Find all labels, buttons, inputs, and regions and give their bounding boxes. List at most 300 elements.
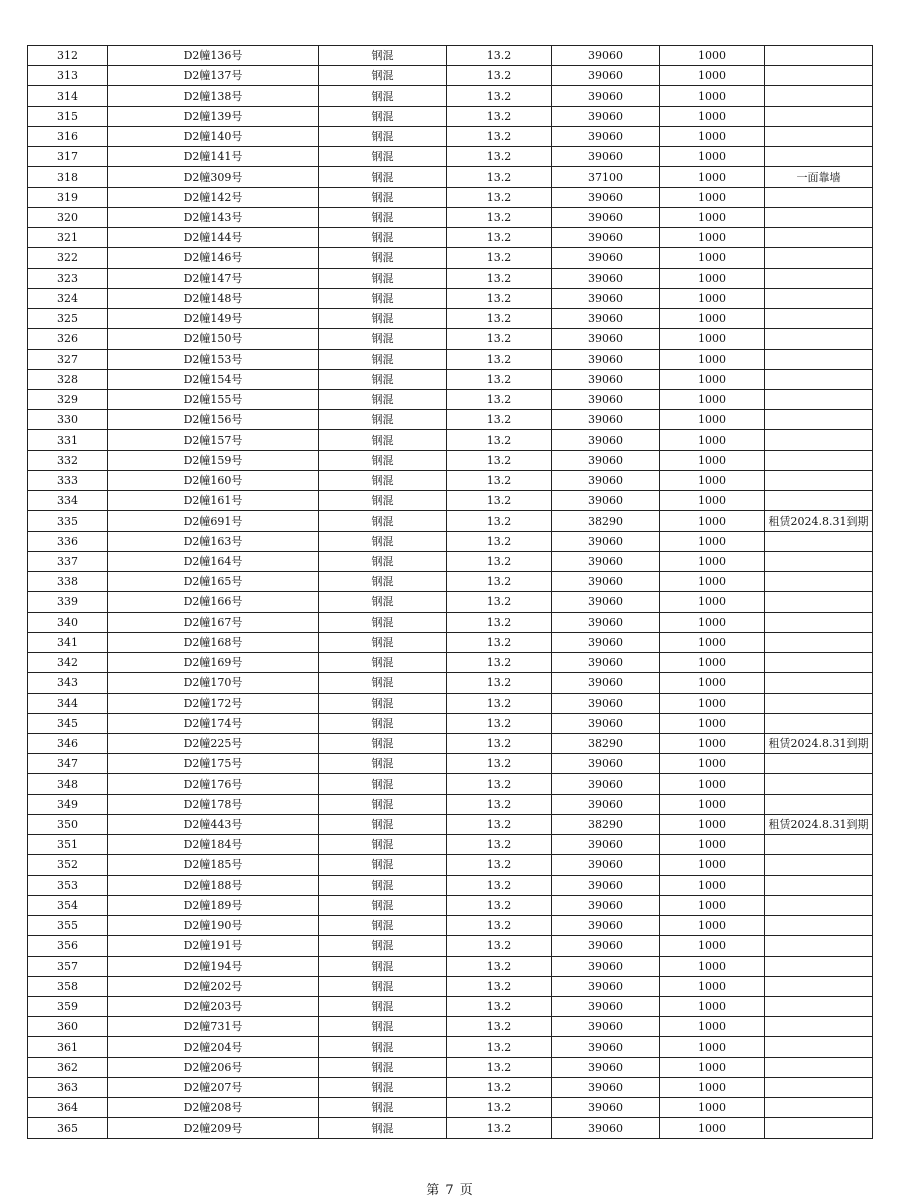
price-cell: 39060 xyxy=(552,126,660,146)
price-cell: 39060 xyxy=(552,794,660,814)
table-row xyxy=(28,1037,873,1057)
remark-cell xyxy=(765,288,873,308)
space-number-cell: D2幢168号 xyxy=(108,632,319,652)
remark-cell xyxy=(765,1037,873,1057)
table-body xyxy=(28,46,873,1139)
remark-cell xyxy=(765,491,873,511)
structure-cell: 钢混 xyxy=(319,410,447,430)
remark-cell xyxy=(765,228,873,248)
row-index-cell: 350 xyxy=(28,814,108,834)
remark-cell xyxy=(765,187,873,207)
structure-cell: 钢混 xyxy=(319,46,447,66)
deposit-cell: 1000 xyxy=(660,248,765,268)
row-index-cell: 353 xyxy=(28,875,108,895)
price-cell: 39060 xyxy=(552,713,660,733)
structure-cell: 钢混 xyxy=(319,653,447,673)
row-index-cell: 335 xyxy=(28,511,108,531)
area-cell: 13.2 xyxy=(447,551,552,571)
price-cell: 39060 xyxy=(552,653,660,673)
structure-cell: 钢混 xyxy=(319,248,447,268)
table-row xyxy=(28,491,873,511)
table-row xyxy=(28,228,873,248)
space-number-cell: D2幢443号 xyxy=(108,814,319,834)
remark-cell xyxy=(765,997,873,1017)
price-cell: 38290 xyxy=(552,733,660,753)
deposit-cell: 1000 xyxy=(660,106,765,126)
price-cell: 39060 xyxy=(552,450,660,470)
price-cell: 37100 xyxy=(552,167,660,187)
table-row xyxy=(28,329,873,349)
row-index-cell: 348 xyxy=(28,774,108,794)
page-number: 第 7 页 xyxy=(426,1183,474,1198)
structure-cell: 钢混 xyxy=(319,976,447,996)
remark-cell xyxy=(765,774,873,794)
area-cell: 13.2 xyxy=(447,976,552,996)
remark-cell xyxy=(765,430,873,450)
table-row xyxy=(28,450,873,470)
remark-cell xyxy=(765,653,873,673)
table-row xyxy=(28,693,873,713)
deposit-cell: 1000 xyxy=(660,531,765,551)
table-row xyxy=(28,956,873,976)
deposit-cell: 1000 xyxy=(660,1057,765,1077)
space-number-cell: D2幢136号 xyxy=(108,46,319,66)
space-number-cell: D2幢148号 xyxy=(108,288,319,308)
deposit-cell: 1000 xyxy=(660,349,765,369)
price-cell: 39060 xyxy=(552,491,660,511)
price-cell: 39060 xyxy=(552,1077,660,1097)
space-number-cell: D2幢167号 xyxy=(108,612,319,632)
price-cell: 39060 xyxy=(552,531,660,551)
space-number-cell: D2幢208号 xyxy=(108,1098,319,1118)
area-cell: 13.2 xyxy=(447,1118,552,1138)
remark-cell xyxy=(765,207,873,227)
area-cell: 13.2 xyxy=(447,956,552,976)
space-number-cell: D2幢185号 xyxy=(108,855,319,875)
deposit-cell: 1000 xyxy=(660,309,765,329)
price-cell: 39060 xyxy=(552,612,660,632)
space-number-cell: D2幢164号 xyxy=(108,551,319,571)
deposit-cell: 1000 xyxy=(660,916,765,936)
row-index-cell: 358 xyxy=(28,976,108,996)
row-index-cell: 323 xyxy=(28,268,108,288)
table-row xyxy=(28,835,873,855)
structure-cell: 钢混 xyxy=(319,774,447,794)
area-cell: 13.2 xyxy=(447,349,552,369)
remark-cell xyxy=(765,126,873,146)
deposit-cell: 1000 xyxy=(660,187,765,207)
table-row xyxy=(28,248,873,268)
price-cell: 39060 xyxy=(552,875,660,895)
remark-cell xyxy=(765,551,873,571)
table-row xyxy=(28,612,873,632)
row-index-cell: 326 xyxy=(28,329,108,349)
deposit-cell: 1000 xyxy=(660,147,765,167)
space-number-cell: D2幢194号 xyxy=(108,956,319,976)
deposit-cell: 1000 xyxy=(660,956,765,976)
deposit-cell: 1000 xyxy=(660,693,765,713)
table-row xyxy=(28,531,873,551)
structure-cell: 钢混 xyxy=(319,693,447,713)
structure-cell: 钢混 xyxy=(319,66,447,86)
area-cell: 13.2 xyxy=(447,612,552,632)
price-cell: 39060 xyxy=(552,369,660,389)
row-index-cell: 325 xyxy=(28,309,108,329)
table-row xyxy=(28,268,873,288)
table-row xyxy=(28,774,873,794)
table-row xyxy=(28,410,873,430)
row-index-cell: 347 xyxy=(28,754,108,774)
price-cell: 39060 xyxy=(552,895,660,915)
price-cell: 39060 xyxy=(552,1098,660,1118)
deposit-cell: 1000 xyxy=(660,470,765,490)
row-index-cell: 332 xyxy=(28,450,108,470)
area-cell: 13.2 xyxy=(447,895,552,915)
table-row xyxy=(28,936,873,956)
space-number-cell: D2幢147号 xyxy=(108,268,319,288)
deposit-cell: 1000 xyxy=(660,855,765,875)
area-cell: 13.2 xyxy=(447,268,552,288)
deposit-cell: 1000 xyxy=(660,612,765,632)
remark-cell xyxy=(765,976,873,996)
price-cell: 39060 xyxy=(552,936,660,956)
area-cell: 13.2 xyxy=(447,1098,552,1118)
area-cell: 13.2 xyxy=(447,1017,552,1037)
space-number-cell: D2幢154号 xyxy=(108,369,319,389)
row-index-cell: 331 xyxy=(28,430,108,450)
deposit-cell: 1000 xyxy=(660,1118,765,1138)
space-number-cell: D2幢176号 xyxy=(108,774,319,794)
area-cell: 13.2 xyxy=(447,632,552,652)
structure-cell: 钢混 xyxy=(319,106,447,126)
area-cell: 13.2 xyxy=(447,814,552,834)
deposit-cell: 1000 xyxy=(660,653,765,673)
deposit-cell: 1000 xyxy=(660,268,765,288)
deposit-cell: 1000 xyxy=(660,835,765,855)
space-number-cell: D2幢138号 xyxy=(108,86,319,106)
structure-cell: 钢混 xyxy=(319,632,447,652)
row-index-cell: 337 xyxy=(28,551,108,571)
remark-cell xyxy=(765,855,873,875)
structure-cell: 钢混 xyxy=(319,1017,447,1037)
deposit-cell: 1000 xyxy=(660,329,765,349)
row-index-cell: 328 xyxy=(28,369,108,389)
row-index-cell: 355 xyxy=(28,916,108,936)
deposit-cell: 1000 xyxy=(660,875,765,895)
area-cell: 13.2 xyxy=(447,187,552,207)
remark-cell xyxy=(765,369,873,389)
space-number-cell: D2幢142号 xyxy=(108,187,319,207)
area-cell: 13.2 xyxy=(447,875,552,895)
area-cell: 13.2 xyxy=(447,794,552,814)
row-index-cell: 338 xyxy=(28,572,108,592)
remark-cell xyxy=(765,875,873,895)
remark-cell xyxy=(765,1017,873,1037)
row-index-cell: 365 xyxy=(28,1118,108,1138)
table-row xyxy=(28,733,873,753)
row-index-cell: 334 xyxy=(28,491,108,511)
row-index-cell: 359 xyxy=(28,997,108,1017)
remark-cell xyxy=(765,531,873,551)
table-row xyxy=(28,976,873,996)
structure-cell: 钢混 xyxy=(319,470,447,490)
table-row xyxy=(28,309,873,329)
space-number-cell: D2幢204号 xyxy=(108,1037,319,1057)
remark-cell xyxy=(765,66,873,86)
remark-cell xyxy=(765,248,873,268)
structure-cell: 钢混 xyxy=(319,1057,447,1077)
deposit-cell: 1000 xyxy=(660,1098,765,1118)
space-number-cell: D2幢209号 xyxy=(108,1118,319,1138)
space-number-cell: D2幢190号 xyxy=(108,916,319,936)
area-cell: 13.2 xyxy=(447,309,552,329)
space-number-cell: D2幢139号 xyxy=(108,106,319,126)
table-row xyxy=(28,1057,873,1077)
table-row xyxy=(28,147,873,167)
area-cell: 13.2 xyxy=(447,754,552,774)
space-number-cell: D2幢140号 xyxy=(108,126,319,146)
remark-cell xyxy=(765,1118,873,1138)
table-row xyxy=(28,430,873,450)
area-cell: 13.2 xyxy=(447,936,552,956)
table-row xyxy=(28,814,873,834)
price-cell: 39060 xyxy=(552,248,660,268)
structure-cell: 钢混 xyxy=(319,733,447,753)
price-cell: 39060 xyxy=(552,66,660,86)
structure-cell: 钢混 xyxy=(319,1098,447,1118)
price-cell: 39060 xyxy=(552,430,660,450)
structure-cell: 钢混 xyxy=(319,288,447,308)
area-cell: 13.2 xyxy=(447,1057,552,1077)
price-cell: 39060 xyxy=(552,673,660,693)
price-cell: 39060 xyxy=(552,956,660,976)
table-row xyxy=(28,369,873,389)
price-cell: 39060 xyxy=(552,309,660,329)
deposit-cell: 1000 xyxy=(660,430,765,450)
space-number-cell: D2幢166号 xyxy=(108,592,319,612)
row-index-cell: 333 xyxy=(28,470,108,490)
area-cell: 13.2 xyxy=(447,1037,552,1057)
remark-cell: 一面靠墙 xyxy=(765,167,873,187)
price-cell: 39060 xyxy=(552,329,660,349)
deposit-cell: 1000 xyxy=(660,511,765,531)
space-number-cell: D2幢144号 xyxy=(108,228,319,248)
space-number-cell: D2幢156号 xyxy=(108,410,319,430)
structure-cell: 钢混 xyxy=(319,1118,447,1138)
remark-cell xyxy=(765,389,873,409)
area-cell: 13.2 xyxy=(447,713,552,733)
remark-cell xyxy=(765,956,873,976)
remark-cell xyxy=(765,349,873,369)
deposit-cell: 1000 xyxy=(660,976,765,996)
deposit-cell: 1000 xyxy=(660,997,765,1017)
space-number-cell: D2幢160号 xyxy=(108,470,319,490)
remark-cell xyxy=(765,794,873,814)
deposit-cell: 1000 xyxy=(660,228,765,248)
deposit-cell: 1000 xyxy=(660,733,765,753)
price-cell: 39060 xyxy=(552,268,660,288)
remark-cell xyxy=(765,147,873,167)
table-row xyxy=(28,207,873,227)
structure-cell: 钢混 xyxy=(319,592,447,612)
structure-cell: 钢混 xyxy=(319,794,447,814)
structure-cell: 钢混 xyxy=(319,713,447,733)
structure-cell: 钢混 xyxy=(319,895,447,915)
area-cell: 13.2 xyxy=(447,66,552,86)
table-row xyxy=(28,997,873,1017)
row-index-cell: 354 xyxy=(28,895,108,915)
row-index-cell: 314 xyxy=(28,86,108,106)
price-cell: 39060 xyxy=(552,632,660,652)
space-number-cell: D2幢161号 xyxy=(108,491,319,511)
area-cell: 13.2 xyxy=(447,369,552,389)
structure-cell: 钢混 xyxy=(319,187,447,207)
price-cell: 39060 xyxy=(552,288,660,308)
deposit-cell: 1000 xyxy=(660,713,765,733)
space-number-cell: D2幢184号 xyxy=(108,835,319,855)
price-cell: 39060 xyxy=(552,976,660,996)
structure-cell: 钢混 xyxy=(319,835,447,855)
space-number-cell: D2幢150号 xyxy=(108,329,319,349)
structure-cell: 钢混 xyxy=(319,814,447,834)
row-index-cell: 349 xyxy=(28,794,108,814)
row-index-cell: 357 xyxy=(28,956,108,976)
row-index-cell: 346 xyxy=(28,733,108,753)
space-number-cell: D2幢165号 xyxy=(108,572,319,592)
row-index-cell: 341 xyxy=(28,632,108,652)
deposit-cell: 1000 xyxy=(660,1017,765,1037)
remark-cell xyxy=(765,1057,873,1077)
price-cell: 39060 xyxy=(552,349,660,369)
row-index-cell: 320 xyxy=(28,207,108,227)
area-cell: 13.2 xyxy=(447,410,552,430)
space-number-cell: D2幢731号 xyxy=(108,1017,319,1037)
structure-cell: 钢混 xyxy=(319,956,447,976)
area-cell: 13.2 xyxy=(447,693,552,713)
row-index-cell: 340 xyxy=(28,612,108,632)
structure-cell: 钢混 xyxy=(319,268,447,288)
space-number-cell: D2幢143号 xyxy=(108,207,319,227)
deposit-cell: 1000 xyxy=(660,167,765,187)
space-number-cell: D2幢189号 xyxy=(108,895,319,915)
price-cell: 39060 xyxy=(552,410,660,430)
row-index-cell: 319 xyxy=(28,187,108,207)
table-row xyxy=(28,126,873,146)
structure-cell: 钢混 xyxy=(319,147,447,167)
table-row xyxy=(28,794,873,814)
row-index-cell: 362 xyxy=(28,1057,108,1077)
space-number-cell: D2幢146号 xyxy=(108,248,319,268)
area-cell: 13.2 xyxy=(447,389,552,409)
table-row xyxy=(28,572,873,592)
area-cell: 13.2 xyxy=(447,916,552,936)
deposit-cell: 1000 xyxy=(660,1077,765,1097)
structure-cell: 钢混 xyxy=(319,126,447,146)
row-index-cell: 321 xyxy=(28,228,108,248)
space-number-cell: D2幢169号 xyxy=(108,653,319,673)
remark-cell xyxy=(765,835,873,855)
space-number-cell: D2幢202号 xyxy=(108,976,319,996)
row-index-cell: 336 xyxy=(28,531,108,551)
price-cell: 39060 xyxy=(552,228,660,248)
remark-cell xyxy=(765,916,873,936)
area-cell: 13.2 xyxy=(447,673,552,693)
table-row xyxy=(28,46,873,66)
space-number-cell: D2幢153号 xyxy=(108,349,319,369)
space-number-cell: D2幢178号 xyxy=(108,794,319,814)
deposit-cell: 1000 xyxy=(660,774,765,794)
table-row xyxy=(28,1017,873,1037)
deposit-cell: 1000 xyxy=(660,450,765,470)
space-number-cell: D2幢149号 xyxy=(108,309,319,329)
table-row xyxy=(28,288,873,308)
area-cell: 13.2 xyxy=(447,855,552,875)
area-cell: 13.2 xyxy=(447,248,552,268)
structure-cell: 钢混 xyxy=(319,349,447,369)
row-index-cell: 343 xyxy=(28,673,108,693)
remark-cell xyxy=(765,936,873,956)
structure-cell: 钢混 xyxy=(319,228,447,248)
space-number-cell: D2幢207号 xyxy=(108,1077,319,1097)
parking-space-table xyxy=(27,45,873,1139)
area-cell: 13.2 xyxy=(447,774,552,794)
remark-cell xyxy=(765,1098,873,1118)
space-number-cell: D2幢141号 xyxy=(108,147,319,167)
area-cell: 13.2 xyxy=(447,470,552,490)
deposit-cell: 1000 xyxy=(660,389,765,409)
area-cell: 13.2 xyxy=(447,207,552,227)
structure-cell: 钢混 xyxy=(319,491,447,511)
deposit-cell: 1000 xyxy=(660,288,765,308)
structure-cell: 钢混 xyxy=(319,86,447,106)
deposit-cell: 1000 xyxy=(660,46,765,66)
space-number-cell: D2幢206号 xyxy=(108,1057,319,1077)
price-cell: 39060 xyxy=(552,207,660,227)
table-row xyxy=(28,855,873,875)
remark-cell xyxy=(765,86,873,106)
area-cell: 13.2 xyxy=(447,572,552,592)
remark-cell xyxy=(765,309,873,329)
structure-cell: 钢混 xyxy=(319,531,447,551)
row-index-cell: 324 xyxy=(28,288,108,308)
space-number-cell: D2幢163号 xyxy=(108,531,319,551)
area-cell: 13.2 xyxy=(447,430,552,450)
table-row xyxy=(28,653,873,673)
remark-cell xyxy=(765,592,873,612)
row-index-cell: 327 xyxy=(28,349,108,369)
price-cell: 39060 xyxy=(552,106,660,126)
price-cell: 38290 xyxy=(552,511,660,531)
area-cell: 13.2 xyxy=(447,86,552,106)
price-cell: 39060 xyxy=(552,389,660,409)
row-index-cell: 322 xyxy=(28,248,108,268)
space-number-cell: D2幢191号 xyxy=(108,936,319,956)
table-row xyxy=(28,875,873,895)
structure-cell: 钢混 xyxy=(319,1037,447,1057)
row-index-cell: 364 xyxy=(28,1098,108,1118)
price-cell: 39060 xyxy=(552,1017,660,1037)
table-row xyxy=(28,1098,873,1118)
table-row xyxy=(28,592,873,612)
row-index-cell: 339 xyxy=(28,592,108,612)
deposit-cell: 1000 xyxy=(660,207,765,227)
price-cell: 39060 xyxy=(552,997,660,1017)
price-cell: 39060 xyxy=(552,86,660,106)
area-cell: 13.2 xyxy=(447,491,552,511)
area-cell: 13.2 xyxy=(447,147,552,167)
deposit-cell: 1000 xyxy=(660,126,765,146)
price-cell: 39060 xyxy=(552,1037,660,1057)
